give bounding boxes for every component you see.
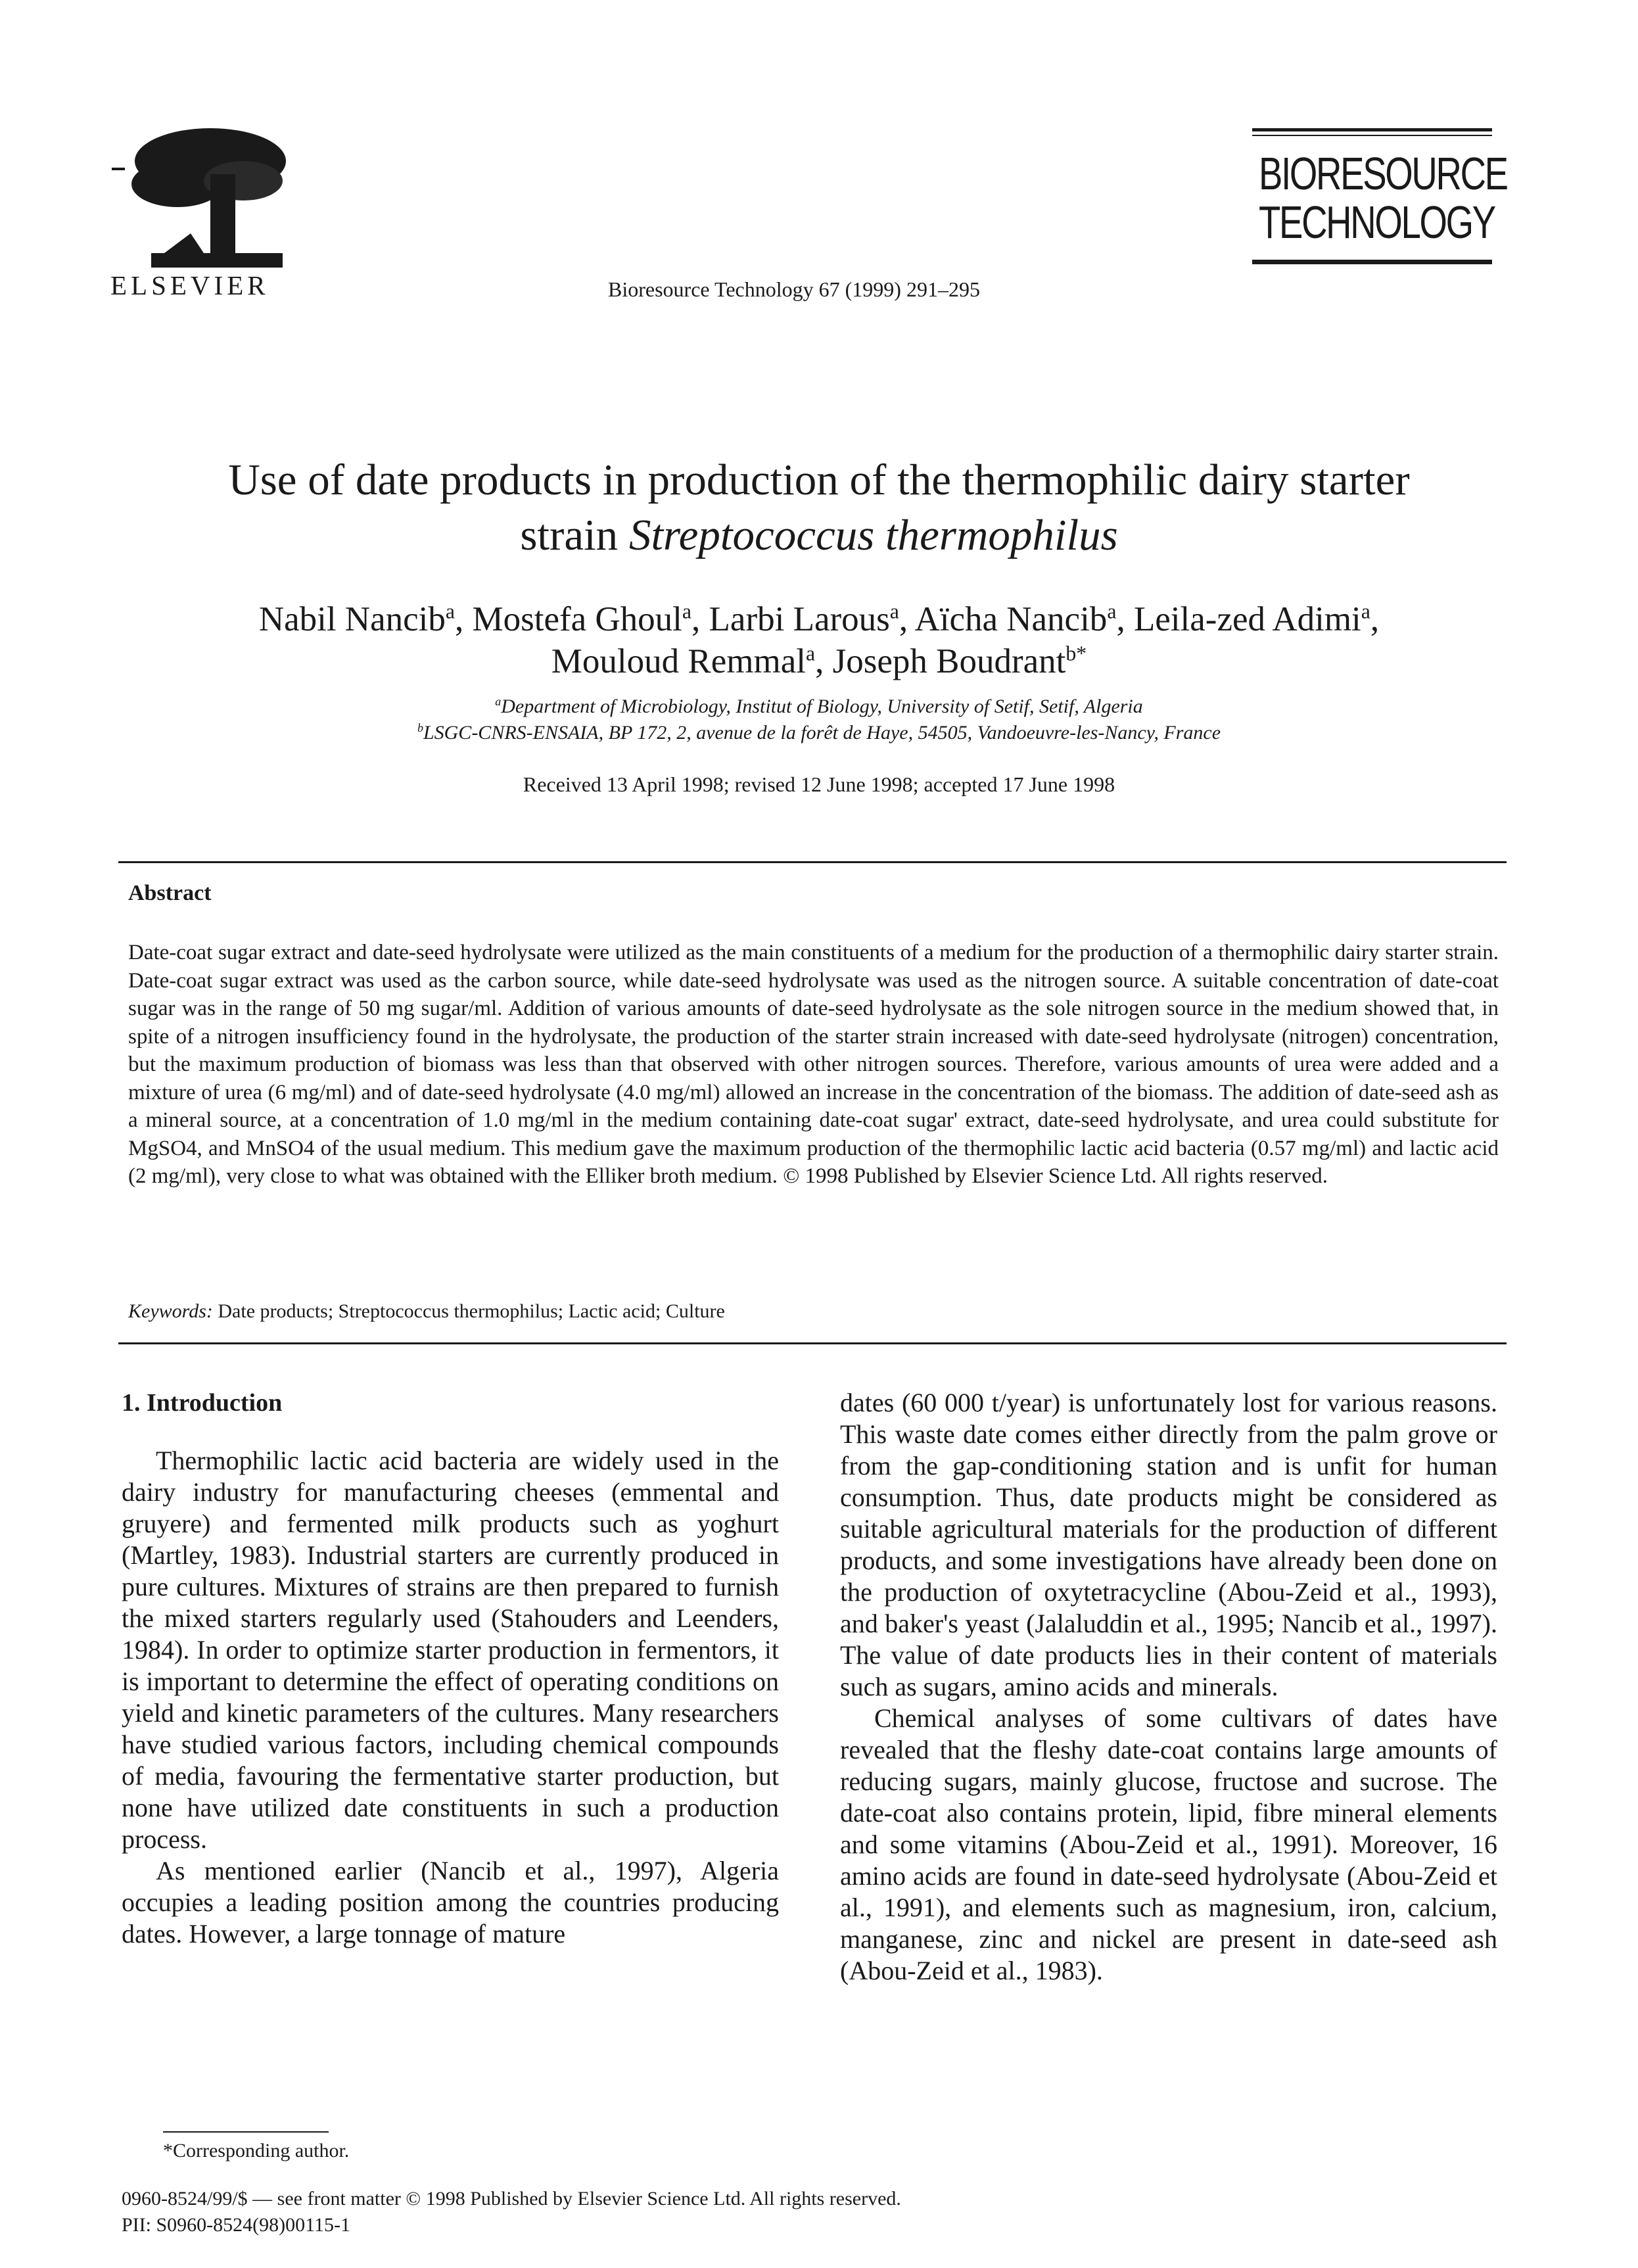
keywords xyxy=(128,1300,1499,1323)
copyright-notice xyxy=(122,2186,901,2238)
brand-rule-bottom xyxy=(1252,261,1492,264)
divider-bottom xyxy=(118,1342,1507,1344)
divider-top xyxy=(118,861,1507,863)
brand-line-2: TECHNOLOGY xyxy=(1259,197,1495,248)
affiliation-b xyxy=(99,720,1539,746)
column-right xyxy=(840,1387,1497,1987)
article-title xyxy=(99,452,1539,563)
abstract-heading: Abstract xyxy=(128,881,212,905)
brand-rule-top-thin xyxy=(1252,135,1492,136)
author-affiliation-marker: a xyxy=(889,600,899,623)
author-affiliation-marker: a xyxy=(1361,600,1370,623)
authors-line-2: Mouloud Remmal$^a$, Joseph Boudrant$^{b*}$ xyxy=(551,642,1087,680)
affiliation-a-text: Department of Microbiology, Institut of Biology, University of Setif, Setif, Algeria xyxy=(501,696,1143,717)
author-name: Mouloud Remmal xyxy=(551,642,806,680)
keywords-label: Keywords: xyxy=(128,1300,213,1322)
author-affiliation-marker: a xyxy=(682,600,692,623)
author-list xyxy=(99,598,1539,682)
affil-marker-b: b xyxy=(417,721,423,734)
author-name: Nabil Nancib xyxy=(258,600,446,638)
affiliation-a xyxy=(99,694,1539,720)
affiliations xyxy=(99,694,1539,746)
species-name: Streptococcus thermophilus xyxy=(628,511,1118,559)
title-line-1: Use of date products in production of the thermophilic dairy starter xyxy=(228,456,1410,504)
author-name: Leila-zed Adimi xyxy=(1133,600,1361,638)
paragraph: Thermophilic lactic acid bacteria are widely used in the dairy industry for manufacturing cheeses (emmental and gruyere) and fermented milk products such as yoghurt (Martley, 1983). Industrial starters are currently produced in pure cultures. Mixtures of strains are then prepared to furnish the mixed starters regularly used (Stahouders and Leenders, 1984). In order to optimize starter production in fermentors, it is important to determine the effect of operating conditions on yield and kinetic parameters of the cultures. Many researchers have studied various factors, including chemical compounds of media, favouring the fermentative starter production, but none have utilized date constituents in such a production process. xyxy=(122,1446,779,1854)
abstract-text: Date-coat sugar extract and date-seed hydrolysate were utilized as the main constituents of a medium for the production of a thermophilic dairy starter strain. Date-coat sugar extract was used as the carbon source, while date-seed hydrolysate was used as the nitrogen source. A suitable concentration of date-coat sugar was in the range of 50 mg sugar/ml. Addition of various amounts of date-seed hydrolysate as the sole nitrogen source in the medium showed that, in spite of a nitrogen insufficiency found in the hydrolysate, the production of the starter strain increased with date-seed hydrolysate (nitrogen) concentration, but the maximum production of biomass was less than that observed with other nitrogen sources. Therefore, various amounts of urea were added and a mixture of urea (6 mg/ml) and of date-seed hydrolysate (4.0 mg/ml) allowed an increase in the concentration of the biomass. The addition of date-seed ash as a mineral source, at a concentration of 1.0 mg/ml in the medium containing date-coat sugar' extract, date-seed hydrolysate, and urea could substitute for MgSO4, and MnSO4 of the usual medium. This medium gave the maximum production of the thermophilic lactic acid bacteria (0.57 mg/ml) and lactic acid (2 mg/ml), very close to what was obtained with the Elliker broth medium. © 1998 Published by Elsevier Science Ltd. All rights reserved. xyxy=(128,941,1499,1188)
title-prefix: strain xyxy=(520,511,629,559)
author-affiliation-marker: a xyxy=(445,600,455,623)
author-affiliation-marker: a xyxy=(805,642,816,665)
affil-marker-a: a xyxy=(495,695,502,708)
journal-reference: Bioresource Technology 67 (1999) 291–295 xyxy=(608,277,980,301)
column-left xyxy=(122,1387,779,1950)
journal-logo-text xyxy=(1259,148,1507,248)
section-heading: 1. Introduction xyxy=(122,1389,283,1417)
author-name: Joseph Boudrant xyxy=(832,642,1066,680)
footnote: *Corresponding author. xyxy=(163,2140,350,2162)
author-name: Larbi Larous xyxy=(709,600,890,638)
publisher-name: ELSEVIER xyxy=(110,270,269,300)
journal-brand xyxy=(1252,128,1507,264)
keywords-text: Date products; Streptococcus thermophilus; Lactic acid; Culture xyxy=(218,1300,725,1322)
paragraph: As mentioned earlier (Nancib et al., 1997), Algeria occupies a leading position among the countries producing dates. However, a large tonnage of mature xyxy=(122,1856,779,1949)
affiliation-b-text: LSGC-CNRS-ENSAIA, BP 172, 2, avenue de la forêt de Haye, 54505, Vandoeuvre-les-Nancy, France xyxy=(423,722,1221,744)
title-line-2 xyxy=(99,508,1539,563)
paragraph: Chemical analyses of some cultivars of dates have revealed that the fleshy date-coat contains large amounts of reducing sugars, mainly glucose, fructose and sucrose. The date-coat also contains protein, lipid, fibre mineral elements and some vitamins (Abou-Zeid et al., 1991). Moreover, 16 amino acids are found in date-seed hydrolysate (Abou-Zeid et al., 1991), and elements such as magnesium, iron, calcium, manganese, zinc and nickel are present in date-seed ash (Abou-Zeid et al., 1983). xyxy=(840,1703,1497,1985)
author-affiliation-marker: b* xyxy=(1065,642,1087,665)
brand-rule-top xyxy=(1252,128,1492,131)
author-name: Mostefa Ghoul xyxy=(472,600,682,638)
elsevier-tree-logo xyxy=(112,122,289,273)
author-name: Aïcha Nancib xyxy=(914,600,1108,638)
copyright-line-1: 0960-8524/99/$ — see front matter © 1998 Published by Elsevier Science Ltd. All rights reserved. xyxy=(122,2188,901,2209)
author-affiliation-marker: a xyxy=(1107,600,1117,623)
pii: PII: S0960-8524(98)00115-1 xyxy=(122,2214,351,2236)
authors-line-1: Nabil Nancib$^a$, Mostefa Ghoul$^a$, Larbi Larous$^a$, Aïcha Nancib$^a$, Leila-zed Adimi$^a$, xyxy=(258,600,1380,638)
footnote-rule xyxy=(163,2131,329,2133)
brand-line-1: BIORESOURCE xyxy=(1259,148,1507,199)
paragraph: dates (60 000 t/year) is unfortunately lost for various reasons. This waste date comes either directly from the palm grove or from the gap-conditioning station and is unfit for human consumption. Thus, date products might be considered as suitable agricultural materials for the production of different products, and some investigations have already been done on the production of oxytetracycline (Abou-Zeid et al., 1993), and baker's yeast (Jalaluddin et al., 1995; Nancib et al., 1997). The value of date products lies in their content of materials such as sugars, amino acids and minerals. xyxy=(840,1388,1497,1701)
received-dates: Received 13 April 1998; revised 12 June 1998; accepted 17 June 1998 xyxy=(523,772,1115,796)
